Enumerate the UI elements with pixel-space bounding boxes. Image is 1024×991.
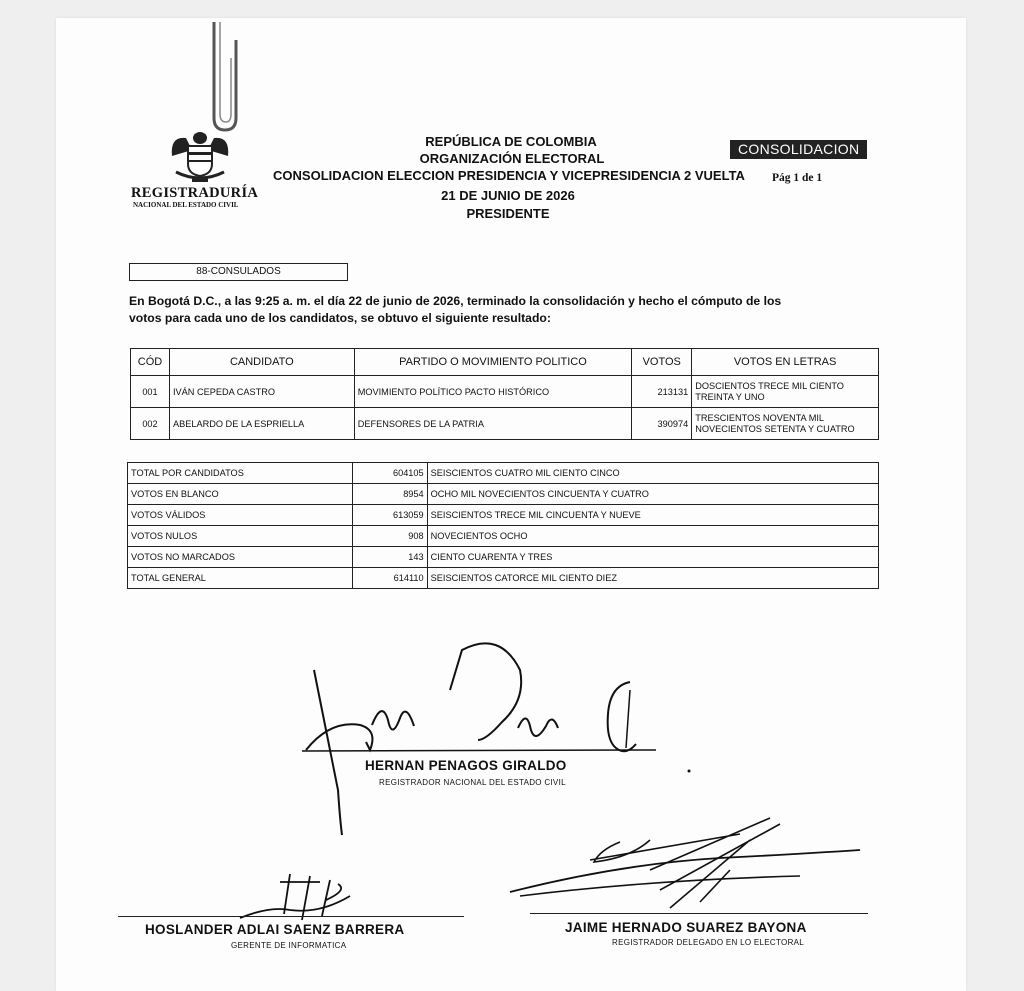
total-label: VOTOS VÁLIDOS (128, 505, 353, 526)
candidate-votes-letters (692, 408, 879, 440)
table-row (128, 484, 879, 505)
district-box: 88-CONSULADOS (129, 263, 348, 281)
left-signatory-name: HOSLANDER ADLAI SAENZ BARRERA (145, 922, 405, 937)
table-row (128, 463, 879, 484)
signature-right-icon (500, 810, 880, 920)
main-signatory-name: HERNAN PENAGOS GIRALDO (365, 758, 567, 773)
header-republic: REPÚBLICA DE COLOMBIA (425, 134, 597, 149)
letters-line-2: NOVECIENTOS SETENTA Y CUATRO (695, 423, 855, 434)
right-signatory-name: JAIME HERNADO SUAREZ BAYONA (565, 920, 807, 935)
total-votes: 908 (352, 526, 427, 547)
total-label: TOTAL GENERAL (128, 568, 353, 589)
col-header-candidate: CANDIDATO (169, 349, 354, 376)
header-title: CONSOLIDACION ELECCION PRESIDENCIA Y VICEPRESIDENCIA 2 VUELTA (273, 168, 745, 183)
header-org: ORGANIZACIÓN ELECTORAL (419, 151, 605, 166)
logo-subtitle: NACIONAL DEL ESTADO CIVIL (133, 201, 239, 209)
intro-line-2: votos para cada uno de los candidatos, se obtuvo el siguiente resultado: (129, 311, 551, 325)
total-letters: SEISCIENTOS CUATRO MIL CIENTO CINCO (427, 463, 878, 484)
candidate-party: DEFENSORES DE LA PATRIA (354, 408, 632, 440)
table-row (128, 568, 879, 589)
signature-line-right (530, 913, 868, 914)
total-votes: 614110 (352, 568, 427, 589)
total-letters: SEISCIENTOS CATORCE MIL CIENTO DIEZ (427, 568, 878, 589)
right-signatory-role: REGISTRADOR DELEGADO EN LO ELECTORAL (612, 938, 805, 947)
header-office: PRESIDENTE (466, 206, 550, 221)
paperclip-icon (200, 18, 250, 136)
signature-left-icon (230, 870, 380, 930)
total-label: TOTAL POR CANDIDATOS (128, 463, 353, 484)
candidate-name: IVÁN CEPEDA CASTRO (169, 376, 354, 408)
table-row (128, 547, 879, 568)
signature-main-icon (290, 630, 710, 840)
candidate-code: 001 (131, 376, 170, 408)
total-letters: CIENTO CUARENTA Y TRES (427, 547, 878, 568)
candidate-party: MOVIMIENTO POLÍTICO PACTO HISTÓRICO (354, 376, 632, 408)
letters-line-1: TRESCIENTOS NOVENTA MIL (695, 413, 825, 423)
total-votes: 143 (352, 547, 427, 568)
left-signatory-role: GERENTE DE INFORMATICA (231, 941, 347, 950)
totals-table (127, 462, 879, 589)
total-votes: 613059 (352, 505, 427, 526)
candidate-code: 002 (131, 408, 170, 440)
table-row (128, 526, 879, 547)
total-votes: 8954 (352, 484, 427, 505)
intro-line-1: En Bogotá D.C., a las 9:25 a. m. el día 22 de junio de 2026, terminado la consolidación y hecho el cómputo de los (129, 294, 782, 308)
col-header-votes-letters: VOTOS EN LETRAS (692, 349, 879, 376)
candidates-table (130, 348, 879, 440)
col-header-code: CÓD (131, 349, 170, 376)
col-header-party: PARTIDO O MOVIMIENTO POLITICO (354, 349, 632, 376)
letters-line-2: TREINTA Y UNO (695, 391, 765, 402)
consolidacion-badge: CONSOLIDACION (730, 140, 867, 159)
candidates-header-row (131, 349, 879, 376)
logo-name: REGISTRADURÍA (131, 185, 259, 201)
table-row (128, 505, 879, 526)
candidate-votes: 213131 (632, 376, 692, 408)
candidate-name: ABELARDO DE LA ESPRIELLA (169, 408, 354, 440)
table-row (131, 408, 879, 440)
header-date: 21 DE JUNIO DE 2026 (441, 188, 575, 203)
letters-line-1: DOSCIENTOS TRECE MIL CIENTO (695, 381, 844, 391)
candidate-votes: 390974 (632, 408, 692, 440)
total-label: VOTOS NO MARCADOS (128, 547, 353, 568)
total-label: VOTOS NULOS (128, 526, 353, 547)
total-letters: SEISCIENTOS TRECE MIL CINCUENTA Y NUEVE (427, 505, 878, 526)
page-number: Pág 1 de 1 (772, 172, 823, 184)
col-header-votes: VOTOS (632, 349, 692, 376)
candidate-votes-letters (692, 376, 879, 408)
total-label: VOTOS EN BLANCO (128, 484, 353, 505)
total-letters: OCHO MIL NOVECIENTOS CINCUENTA Y CUATRO (427, 484, 878, 505)
total-letters: NOVECIENTOS OCHO (427, 526, 878, 547)
main-signatory-role: REGISTRADOR NACIONAL DEL ESTADO CIVIL (379, 778, 566, 787)
table-row (131, 376, 879, 408)
total-votes: 604105 (352, 463, 427, 484)
signature-line-left (118, 916, 464, 917)
